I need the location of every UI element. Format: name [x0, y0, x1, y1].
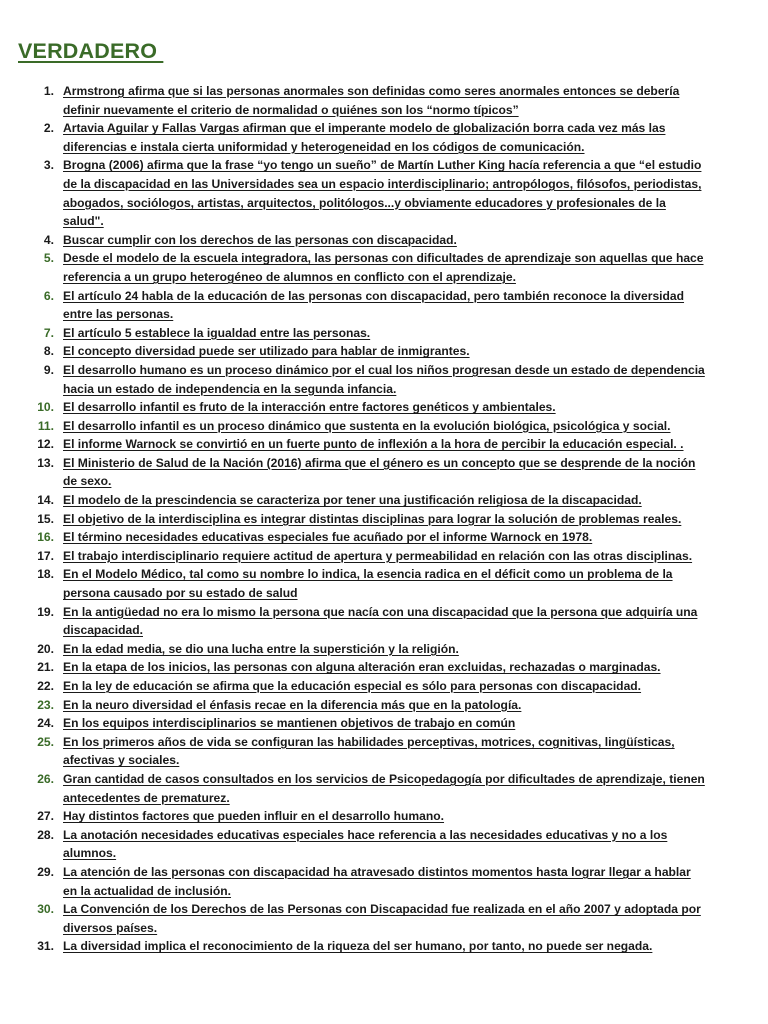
item-number: 21. [37, 660, 54, 675]
item-number: 7. [43, 325, 54, 340]
item-text: En la antigüedad no era lo mismo la persona que nacía con una discapacidad que la persona que adquiría una discapacidad. [63, 604, 698, 638]
list-item [0, 640, 768, 659]
item-text: Desde el modelo de la escuela integradora, las personas con dificultades de aprendizaje son aquellas que hace referencia a un grupo heterogéneo de alumnos en conflicto con el aprendizaje. [63, 251, 704, 284]
list-item [0, 547, 768, 566]
list-item [0, 491, 768, 510]
list-item [0, 863, 768, 900]
item-text: Brogna (2006) afirma que la frase “yo tengo un sueño” de Martín Luther King hacía referencia a que “el estudio de la discapacidad en las Universidades sea un espacio interdisciplinario; antropólogos, filósofos, periodistas, abogados, sociólogos, artistas, arquitectos, politólogos...y obviamente educadores y profesionales de la salud". [63, 158, 702, 229]
item-number: 3. [43, 158, 54, 173]
list-item [0, 603, 768, 640]
list-item [0, 82, 768, 119]
item-text: El trabajo interdisciplinario requiere actitud de apertura y permeabilidad en relación con las otras disciplinas. [63, 548, 693, 563]
list-item [0, 714, 768, 733]
item-text: El Ministerio de Salud de la Nación (2016) afirma que el género es un concepto que se desprende de la noción de sexo. [63, 455, 696, 489]
item-number: 8. [43, 344, 54, 359]
item-text: El desarrollo infantil es fruto de la interacción entre factores genéticos y ambientales. [63, 400, 556, 415]
item-text: La anotación necesidades educativas especiales hace referencia a las necesidades educativas y no a los alumnos. [63, 827, 668, 861]
list-item [0, 733, 768, 770]
item-number: 27. [37, 809, 54, 824]
list-item [0, 324, 768, 343]
item-number: 9. [43, 362, 54, 377]
item-text: El informe Warnock se convirtió en un fuerte punto de inflexión a la hora de percibir la educación especial. . [63, 437, 684, 452]
item-number: 29. [37, 864, 54, 879]
item-text: El modelo de la prescindencia se caracteriza por tener una justificación religiosa de la discapacidad. [63, 493, 642, 508]
item-number: 22. [37, 679, 54, 693]
list-item [0, 398, 768, 417]
item-text: Artavia Aguilar y Fallas Vargas afirman que el imperante modelo de globalización borra cada vez más las diferencias e instala cierta uniformidad y heterogeneidad en los códigos de comunicación. [63, 121, 666, 154]
item-text: El desarrollo humano es un proceso dinámico por el cual los niños progresan desde un estado de dependencia hacia un estado de independencia en la segunda infancia. [63, 362, 705, 396]
list-item [0, 249, 768, 286]
item-number: 23. [37, 697, 54, 712]
list-item [0, 361, 768, 398]
list-item [0, 342, 768, 361]
list-item [0, 454, 768, 491]
page-title: VERDADERO [18, 39, 164, 63]
item-number: 10. [37, 400, 54, 415]
item-number: 14. [37, 493, 54, 508]
item-text: Buscar cumplir con los derechos de las personas con discapacidad. [63, 232, 457, 247]
list-item [0, 696, 768, 715]
item-number: 5. [43, 251, 54, 266]
item-text: En el Modelo Médico, tal como su nombre lo indica, la esencia radica en el déficit como un problema de la persona causado por su estado de salud [63, 567, 673, 601]
item-number: 26. [37, 771, 54, 786]
item-text: En los primeros años de vida se configuran las habilidades perceptivas, motrices, cognitivas, lingüísticas, afectivas y sociales. [63, 734, 675, 768]
list-item [0, 677, 768, 696]
list-item [0, 900, 768, 937]
item-text: Gran cantidad de casos consultados en los servicios de Psicopedagogía por dificultades de aprendizaje, tienen antecedentes de prematurez. [63, 771, 705, 805]
statement-list [0, 82, 768, 956]
item-number: 6. [43, 288, 54, 303]
list-item [0, 119, 768, 156]
list-item [0, 435, 768, 454]
item-number: 4. [43, 232, 54, 247]
list-item [0, 770, 768, 807]
item-text: El término necesidades educativas especiales fue acuñado por el informe Warnock en 1978. [63, 530, 593, 545]
item-text: La Convención de los Derechos de las Personas con Discapacidad fue realizada en el año 2007 y adoptada por diversos países. [63, 902, 701, 935]
item-text: La diversidad implica el reconocimiento de la riqueza del ser humano, por tanto, no puede ser negada. [63, 939, 653, 954]
item-text: El desarrollo infantil es un proceso dinámico que sustenta en la evolución biológica, psicológica y social. [63, 418, 671, 433]
list-item [0, 528, 768, 547]
item-text: El artículo 24 habla de la educación de las personas con discapacidad, pero también reconoce la diversidad entre las personas. [63, 288, 685, 322]
item-number: 13. [37, 455, 54, 470]
item-text: Hay distintos factores que pueden influir en el desarrollo humano. [63, 809, 445, 824]
item-text: En la edad media, se dio una lucha entre la superstición y la religión. [63, 641, 459, 656]
list-item [0, 658, 768, 677]
item-number: 18. [37, 567, 54, 582]
list-item [0, 565, 768, 602]
item-number: 28. [37, 827, 54, 842]
item-text: En la ley de educación se afirma que la educación especial es sólo para personas con discapacidad. [63, 679, 642, 693]
item-number: 11. [37, 418, 54, 433]
list-item [0, 826, 768, 863]
item-number: 2. [43, 121, 54, 136]
item-number: 17. [37, 548, 54, 563]
item-text: El artículo 5 establece la igualdad entre las personas. [63, 325, 371, 340]
list-item [0, 510, 768, 529]
item-number: 16. [37, 530, 54, 545]
list-item [0, 807, 768, 826]
list-item [0, 156, 768, 230]
item-text: Armstrong afirma que si las personas anormales son definidas como seres anormales entonces se debería definir nuevamente el criterio de normalidad o quiénes son los “normo típicos” [63, 84, 680, 117]
item-text: En la etapa de los inicios, las personas con alguna alteración eran excluidas, rechazadas o marginadas. [63, 660, 661, 675]
item-number: 31. [37, 939, 54, 954]
item-text: El concepto diversidad puede ser utilizado para hablar de inmigrantes. [63, 344, 470, 359]
item-number: 1. [43, 84, 54, 98]
item-text: El objetivo de la interdisciplina es integrar distintas disciplinas para lograr la solución de problemas reales. [63, 511, 682, 526]
list-item [0, 287, 768, 324]
item-number: 20. [37, 641, 54, 656]
item-number: 30. [37, 902, 54, 917]
item-number: 12. [37, 437, 54, 452]
list-item [0, 937, 768, 956]
item-number: 15. [37, 511, 54, 526]
item-text: En la neuro diversidad el énfasis recae en la diferencia más que en la patología. [63, 697, 522, 712]
list-item [0, 417, 768, 436]
item-text: En los equipos interdisciplinarios se mantienen objetivos de trabajo en común [63, 716, 516, 731]
item-number: 25. [37, 734, 54, 749]
item-text: La atención de las personas con discapacidad ha atravesado distintos momentos hasta lograr llegar a hablar en la actualidad de inclusión. [63, 864, 691, 898]
item-number: 24. [37, 716, 54, 731]
list-item [0, 231, 768, 250]
item-number: 19. [37, 604, 54, 619]
